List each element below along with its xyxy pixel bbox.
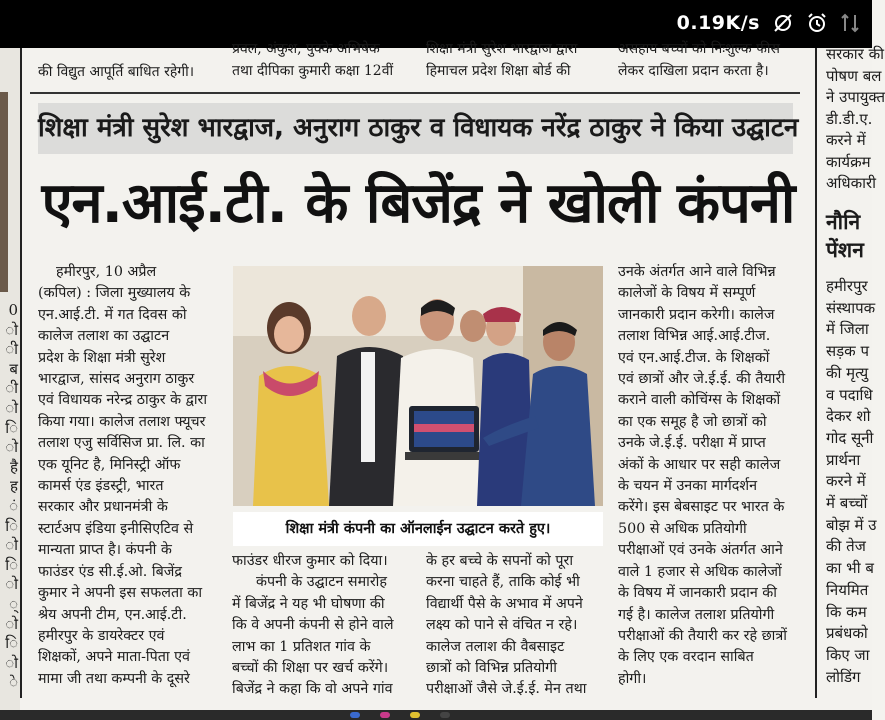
article-line: तलाश एजु सर्विसिज प्रा. लि. का [38,435,205,452]
article-line: एक यूनिट है, मिनिस्ट्री ऑफ [38,456,181,473]
left-photo-edge [0,92,8,292]
article-line: उनके अंतर्गत आने वाले विभिन्न [618,264,776,280]
article-line: वाले 1 हजार से अधिक कालेजों [618,563,782,580]
right-fragment-line: कार्यक्रम [826,152,871,171]
article-line: प्रदेश के शिक्षा मंत्री सुरेश [38,349,166,366]
right-body-line: नियमित [826,580,869,599]
left-fragment-glyph: ी [5,340,18,359]
article-kicker: शिक्षा मंत्री सुरेश भारद्वाज, अनुराग ठाकुर व विधायक नरेंद्र ठाकुर ने किया उद्घाटन [38,103,793,154]
right-body-line: का भी ब [826,559,874,578]
article-line: भारद्वाज, सांसद अनुराग ठाकुर [38,371,195,388]
signal-icon [840,12,862,34]
article-line: परीक्षाओं जैसे जे.ई.ई. मेन तथा [426,681,587,698]
right-body-line: में जिला [826,320,869,339]
left-fragment-glyph: ो [5,399,18,417]
article-line: स्टार्टअप इंडिया इनीसिएटिव से [38,520,194,537]
article-line: शिक्षकों, अपने माता-पिता एवं [38,649,190,666]
right-body-line: की मृत्यु [826,363,869,382]
left-fragment-glyph: ब [9,359,18,378]
article-line: परीक्षाओं एवं उनके अंतर्गत आने [618,542,783,559]
article-photo [233,266,603,506]
article-line: एवं छात्रों और जे.ई.ई. की तैयारी [618,371,786,388]
article-line: कंपनी के उद्घाटन समारोह [256,574,387,591]
article-line: 500 से अधिक प्रतियोगी [618,520,747,537]
bottom-edge [0,710,872,720]
right-body-line: व पदाधि [826,385,873,404]
right-body-line: संस्थापक [826,298,876,317]
right-body-line: बोझ में उ [826,515,877,534]
article-line: एवं विधायक नरेन्द्र ठाकुर के द्वारा [38,392,208,409]
left-fragment-glyph: ि [5,555,18,574]
right-body-line: लोडिंग [826,667,861,686]
right-side-headline: नौनि पेंशन [826,210,864,262]
article-line: जानकारी प्रदान करेगी। कालेज [618,306,775,323]
right-fragment-line: डी.डी.ए. [826,109,873,128]
right-fragment-line: सरकार की [826,45,884,63]
left-fragment-glyph: ं [9,497,18,515]
article-line: तलाश विभिन्न आई.आई.टीज. [618,328,771,345]
right-column-rule [815,48,817,698]
article-line: एवं एन.आई.टीज. के शिक्षकों [618,349,770,366]
article-line: सरकार और प्रधानमंत्री के [38,499,168,516]
article-line: के लिए एक वरदान साबित [618,649,754,666]
left-fragment-glyph: ो [5,438,18,457]
photo-caption: शिक्षा मंत्री कंपनी का ऑनलाईन उद्घाटन करते हुए। [233,512,603,546]
bottom-dot [350,712,360,718]
right-fragment-line: पोषण बल [826,66,882,85]
article-line: मामा जी तथा कम्पनी के दूसरे [38,670,190,687]
right-fragment-line: अधिकारी [826,174,876,192]
article-line: कामर्स एंड इंडस्ट्री, भारत [38,478,164,495]
article-line: होगी। [618,670,647,687]
article-line: में बिजेंद्र ने यह भी घोषणा की [232,595,385,612]
article-line: किया गया। कालेज तलाश फ्यूचर [38,413,206,430]
article-line: के हर बच्चे के सपनों को पूरा [426,553,574,569]
article-line: मान्यता प्राप्त है। कंपनी के [38,542,172,559]
right-body-line: प्रबंधको [826,624,868,643]
article-line: फाउंडर एंड सी.ई.ओ. बिजेंद्र [38,563,182,580]
article-line: कालेज तलाश का उद्घाटन [38,328,170,345]
article-line: के विषय में जानकारी प्रदान की [618,585,777,602]
top-fragment-col2: प्रवल, अंकुश, पुक्के अभिषेक तथा दीपिका कुमारी कक्षा 12वीं [232,41,394,79]
bottom-dot [410,712,420,718]
right-body-line: की तेज [826,537,866,556]
alarm-icon [806,12,828,34]
article-line: करेंगे। इस बेबसाइट पर भारत के [618,499,785,516]
article-line: (कपिल) : जिला मुख्यालय के [38,285,191,302]
top-fragment-col1: की विद्युत आपूर्ति बाधित रहेगी। [38,64,195,80]
left-fragment-glyph: ो [5,320,18,339]
left-fragment-glyph: ् [9,595,18,613]
article-line: लाभ का 1 प्रतिशत गांव के [232,638,371,655]
article-line: उनके जे.ई.ई. परीक्षा में प्राप्त [618,435,766,452]
article-line: विद्यार्थी पैसे के अभाव में अपने [426,595,583,612]
article-headline: एन.आई.टी. के बिजेंद्र ने खोली कंपनी [41,171,795,236]
bottom-dot [380,712,390,718]
article-column-1 [38,262,216,690]
article-column-3 [426,551,604,701]
article-line: कराने वाली कोचिंग्स के शिक्षकों [618,392,781,409]
article-line: कि वे अपनी कंपनी से होने वाले [232,617,394,634]
right-body-line: सड़क प [826,342,869,361]
article-line: फाउंडर धीरज कुमार को दिया। [232,553,388,569]
left-fragment-glyph: ो [5,614,18,633]
article-line: कालेज तलाश की वैबसाइट [426,638,565,655]
left-fragment-glyph: ि [5,418,18,437]
article-line: छात्रों को विभिन्न प्रतियोगी [426,660,557,677]
right-body-line: देकर शो [826,407,871,426]
article-line: श्रेय अपनी टीम, एन.आई.टी. [38,606,187,623]
right-body-line: में बच्चों [826,494,868,512]
left-fragment-glyph: ो [5,536,18,555]
article-column-2 [232,551,412,701]
article-line: बिजेंद्र ने कहा कि वो अपने गांव [232,681,393,698]
right-body-line: कि कम [826,602,867,621]
left-fragment-glyph: े [9,673,18,692]
photo-illustration [233,266,603,506]
article-line: बच्चों की शिक्षा पर खर्च करेंगे। [232,660,389,677]
left-fragment-glyph: ि [5,516,18,535]
right-body-line: किए जा [826,645,870,664]
right-body-line: गोद सूनी [826,428,874,447]
left-fragment-glyph: है [10,457,18,476]
article-line: कालेजों के विषय में सम्पूर्ण [618,285,756,302]
article-line: करना चाहते हैं, ताकि कोई भी [426,574,580,591]
article-line: गई है। कालेज तलाश प्रतियोगी [618,606,775,623]
article-line: अंकों के आधार पर सही कालेज [618,456,781,473]
left-fragment-glyph: ी [5,379,18,398]
left-fragment-glyph: 0 [8,301,18,319]
left-fragment-glyph: ो [5,653,18,672]
left-fragment-glyph: ि [5,634,18,653]
network-speed: 0.19K/s [676,12,760,34]
left-fragment-glyph: ह [10,477,18,496]
article-line: परीक्षाओं की तैयारी कर रहे छात्रों [618,627,787,644]
data-saver-icon [772,12,794,34]
bottom-dot [440,712,450,718]
top-fragment-col3: शिक्षा मंत्री सुरेश भारद्वाज द्वारा हिमाचल प्रदेश शिक्षा बोर्ड की [426,41,578,79]
left-fragment-glyph: ो [5,575,18,594]
right-fragment-line: ने उपायुक्त [826,88,885,106]
article-column-4 [618,262,798,690]
right-body-line: हमीरपुर [826,277,868,295]
right-fragment-line: करने में [826,131,866,149]
top-fragment-col4: असहाय बच्चों को निःशुल्क फीस लेकर दाखिला प्रदान करता है। [618,41,781,79]
article-line: के चयन में उनका मार्गदर्शन [618,478,758,495]
article-line: का एक समूह है जो छात्रों को [618,413,767,430]
right-body-line: करने में [826,472,866,491]
article-line: एन.आई.टी. में गत दिवस को [38,306,187,323]
article-line: लक्ष्य को पाने से वंचित न रहे। [426,617,578,634]
article-line: हमीरपुर के डायरेक्टर एवं [38,627,165,644]
article-line: हमीरपुर, 10 अप्रैल [56,264,157,280]
right-body-line: प्रार्थना [826,450,861,469]
left-column-rule [20,48,22,698]
article-line: कुमार ने अपनी इस सफलता का [38,585,203,602]
top-rule [30,92,800,94]
